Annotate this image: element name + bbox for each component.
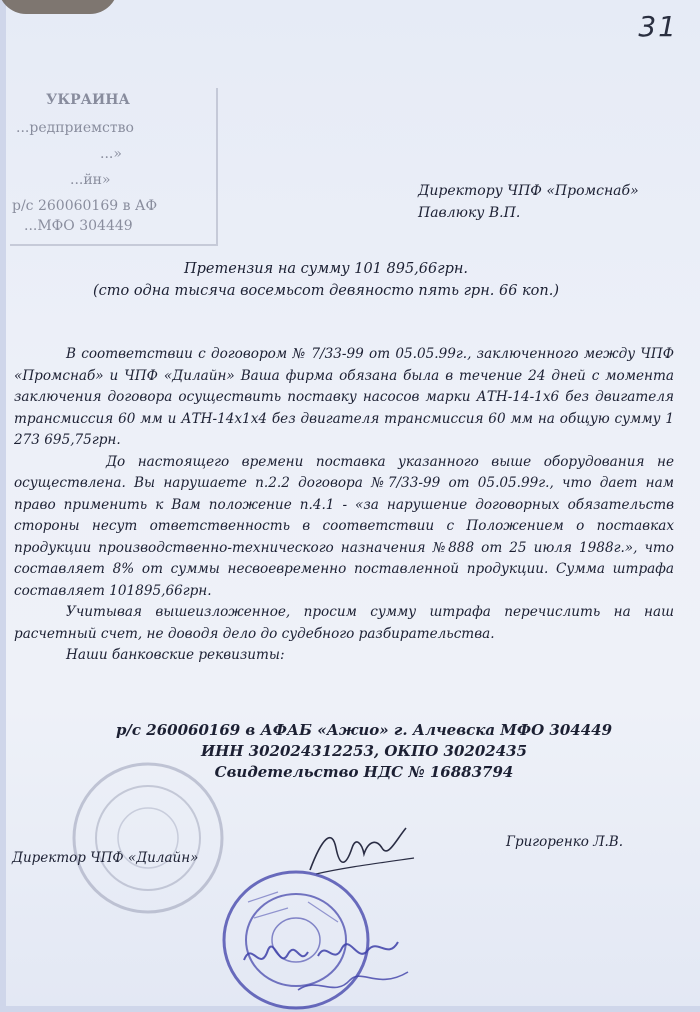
corner-stamp-line: ...» [100,146,122,162]
corner-stamp-line: ...МФО 304449 [24,218,133,234]
paragraph: До настоящего времени поставка указанного выше оборудования не осуществлена. Вы нарушаете п.2.2 договора №7/33-99 от 05.05.99г., что дает нам право применить к Вам положение п.4.1 - «за нарушение договорных обязательств стороны несут ответственность в соответствии с Положением о поставках продукции производственно-технического назначения №888 от 25 июля 1988г.», что составляет 8% от суммы несвоевременно поставленной продукции. Сумма штрафа составляет 101895,66грн. [14,453,674,599]
page-number: 31 [638,10,678,43]
finger-shadow [0,0,118,14]
claim-title [6,258,606,302]
corner-stamp [10,88,218,246]
paragraph: Наши банковские реквизиты: [66,647,285,663]
corner-stamp-line: р/с 260060169 в АФ [12,198,158,214]
claim-title-line: Претензия на сумму 101 895,66грн. [183,261,469,277]
corner-stamp-line: ...редприемство [16,120,134,136]
corner-stamp-line: ...йн» [70,172,111,188]
paragraph: Учитывая вышеизложенное, просим сумму штрафа перечислить на наш расчетный счет, не доводя дело до судебного разбирательства. [14,604,674,642]
claim-amount-words: (сто одна тысяча восемьсот девяносто пять грн. 66 коп.) [92,283,560,299]
copy-certified-handwriting [238,920,428,1006]
signatory-position: Директор ЧПФ «Дилайн» [12,850,199,866]
bank-line: Свидетельство НДС № 16883794 [214,763,514,781]
document-page [6,0,700,1006]
bank-line: ИНН 302024312253, ОКПО 30202435 [200,742,528,760]
letter-body [14,344,674,667]
corner-stamp-line: УКРАИНА [46,92,130,108]
signatory-name: Григоренко Л.В. [506,834,623,850]
addressee-line: Директору ЧПФ «Промснаб» [418,183,639,199]
bank-line: р/с 260060169 в АФАБ «Ажио» г. Алчевска МФО 304449 [115,721,613,739]
paragraph: В соответствии с договором № 7/33-99 от 05.05.99г., заключенного между ЧПФ «Промснаб» и ЧПФ «Дилайн» Ваша фирма обязана была в течение 24 дней с момента заключения договора осуществить поставку насосов марки АТН-14-1х6 без двигателя трансмиссия 60 мм и АТН-14х1х4 без двигателя трансмиссия 60 мм на общую сумму 1 273 695,75грн. [14,346,674,448]
addressee [418,180,639,224]
faded-round-seal [68,758,228,918]
addressee-line: Павлюку В.П. [418,205,521,221]
